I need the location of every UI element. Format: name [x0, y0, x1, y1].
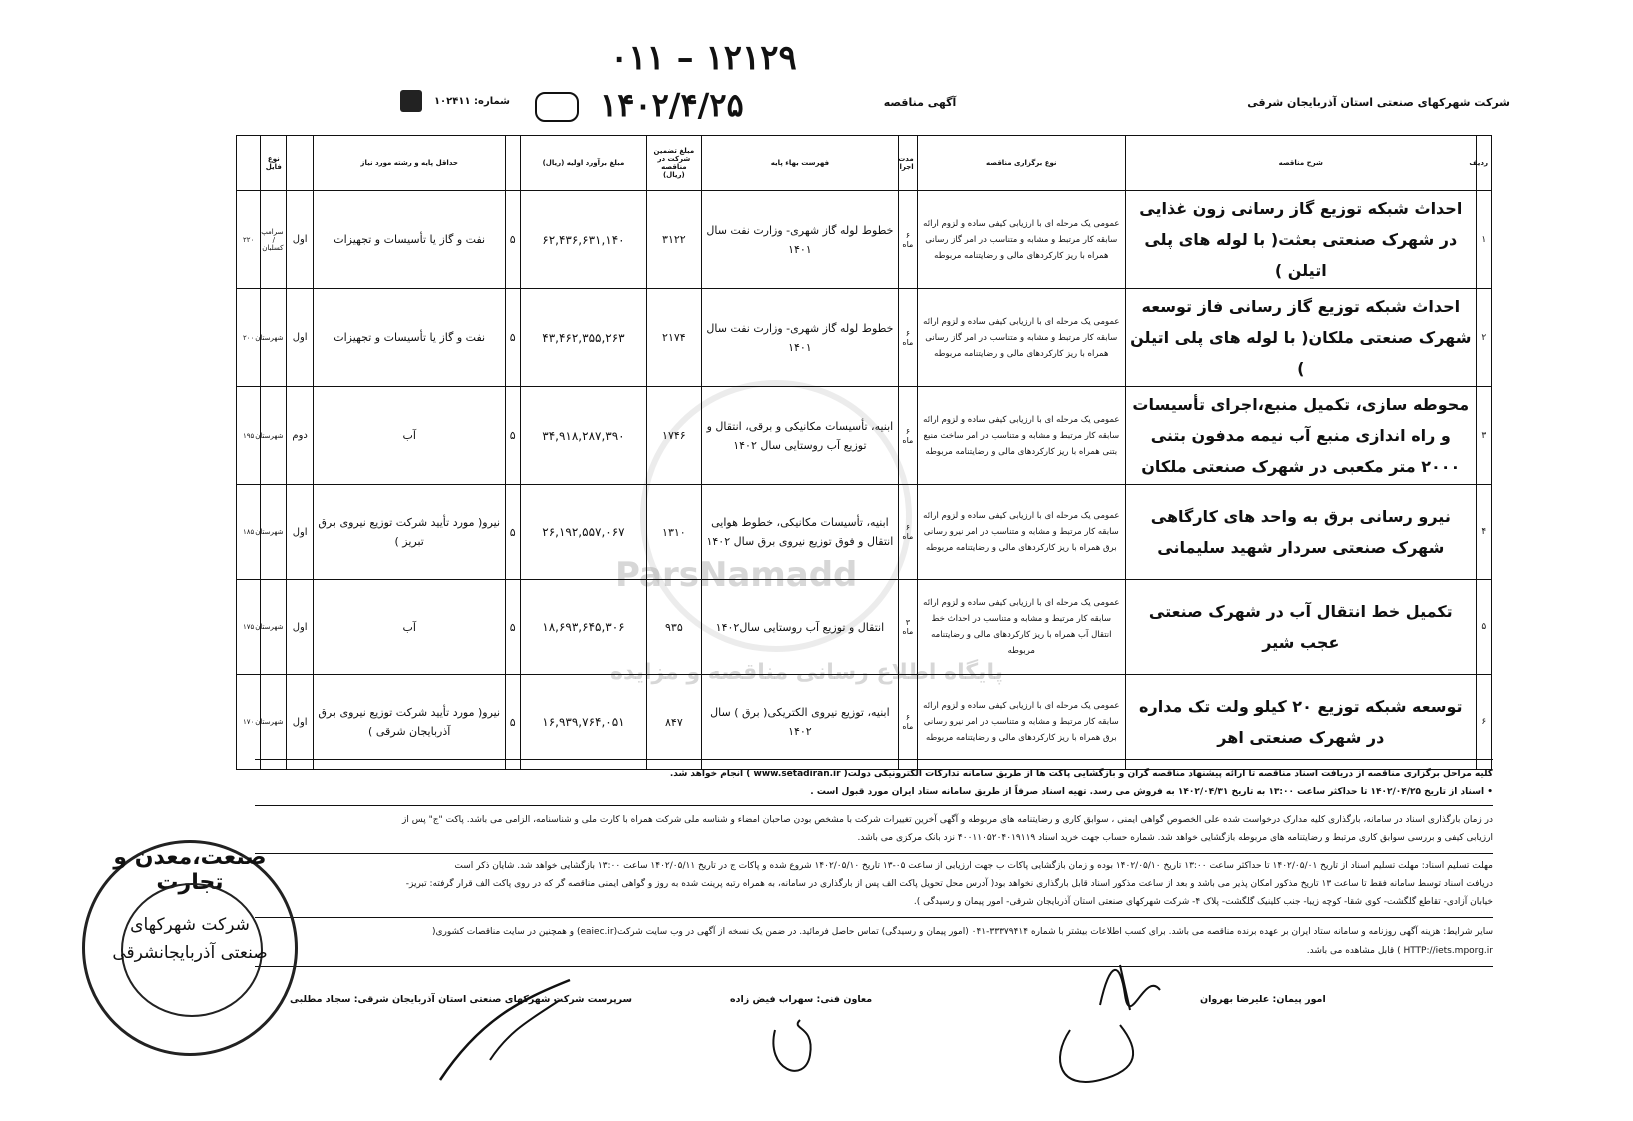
header-price-list: فهرست بهاء پایه — [701, 136, 898, 191]
row-code: ۱۷۴۶ — [646, 387, 701, 485]
row-price-list: انتقال و توزیع آب روستایی سال۱۴۰۲ — [701, 580, 898, 675]
row-distance: شهرستان — [261, 289, 287, 387]
signature-supervisor: سرپرست شرکت شهرکهای صنعتی استان آذربایجان شرقی: سجاد مطلبی — [290, 994, 632, 1005]
table-row — [237, 387, 1492, 485]
row-duration: ۳ ماه — [899, 580, 918, 675]
row-distance: شهرستان — [261, 675, 287, 770]
signature-contracts: امور پیمان: علیرضا بهروان — [1200, 994, 1326, 1005]
row-grade-min: ۵ — [505, 580, 520, 675]
company-name: شرکت شهرکهای صنعتی استان آذربایجان شرقی — [1247, 96, 1510, 109]
row-distance: شهرستان — [261, 387, 287, 485]
row-grade-min: ۵ — [505, 191, 520, 289]
row-number: ۳ — [1476, 387, 1491, 485]
row-field: نفت و گاز یا تأسیسات و تجهیزات — [313, 289, 505, 387]
row-code: ۱۳۱۰ — [646, 485, 701, 580]
row-price-list: خطوط لوله گاز شهری- وزارت نفت سال ۱۴۰۱ — [701, 289, 898, 387]
signature-scribble-icon — [1040, 1010, 1160, 1100]
row-duration: ۶ ماه — [899, 387, 918, 485]
handwritten-date: ۱۴۰۲/۴/۲۵ — [600, 86, 744, 124]
handwritten-ref-number: ۰۱۱ – ۱۲۱۲۹ — [610, 38, 797, 78]
row-price-list: ابنیه، توزیع نیروی الکتریکی( برق ) سال ۱۴۰۲ — [701, 675, 898, 770]
row-field: نیرو( مورد تأیید شرکت توزیع نیروی برق آذربایجان شرقی ) — [313, 675, 505, 770]
row-field: نفت و گاز یا تأسیسات و تجهیزات — [313, 191, 505, 289]
row-number: ۲ — [1476, 289, 1491, 387]
row-distance: شهرستان — [261, 485, 287, 580]
note-website: HTTP://iets.mporg.ir ) قابل مشاهده می باشد. — [1306, 946, 1493, 956]
row-grade-min: ۵ — [505, 387, 520, 485]
table-row — [237, 675, 1492, 770]
row-score: ۱۷۰ — [237, 675, 261, 770]
row-score: ۱۸۵ — [237, 485, 261, 580]
row-description: احداث شبکه توزیع گاز رسانی زون غذایی در شهرک صنعتی بعثت( با لوله های پلی اتیلن ) — [1125, 191, 1476, 289]
row-field: آب — [313, 580, 505, 675]
note-other-conditions: سایر شرایط: هزینه آگهی روزنامه و سامانه ستاد ایران بر عهده برنده مناقصه می باشد. برای کسب اطلاعات بیشتر با شماره ۳۳۳۷۹۴۱۴-۰۴۱ (امور پیمان و رسیدگی) تماس حاصل فرمائید. در ضمن یک نسخه از آگهی در وب سایت شرکت(eaiec.ir) و همچنین در سایت مناقصات کشوری( — [431, 927, 1493, 937]
watermark-brand: ParsNamadd — [615, 555, 858, 595]
announcement-title: آگهی مناقصه — [883, 96, 957, 109]
header-distance: نوع فایل — [261, 136, 287, 191]
row-duration: ۶ ماه — [899, 289, 918, 387]
row-number: ۱ — [1476, 191, 1491, 289]
row-rank: اول — [287, 191, 313, 289]
row-code: ۹۳۵ — [646, 580, 701, 675]
row-score: ۲۲۰ — [237, 191, 261, 289]
row-score: ۲۰۰ — [237, 289, 261, 387]
seal-title: صنعت،معدن و تجارت — [113, 845, 267, 895]
row-number: ۴ — [1476, 485, 1491, 580]
note-address: خیابان آزادی- تقاطع گلگشت- کوی شقا- کوچه زیبا- جنب کلینیک گلگشت- پلاک ۴- شرکت شهرکهای صنعتی استان آذربایجان شرقی- امور پیمان و رسیدگی ). — [913, 897, 1493, 907]
row-score: ۱۹۵ — [237, 387, 261, 485]
row-amount: ۲۶,۱۹۲,۵۵۷,۰۶۷ — [520, 485, 646, 580]
row-distance: شهرستان — [261, 580, 287, 675]
row-distance: سرامپ / کسلبان — [261, 191, 287, 289]
note-electronic: کلیه مراحل برگزاری مناقصه از دریافت اسناد مناقصه تا ارائه پیشنهاد مناقصه گران و بازگشایی پاکت ها از طریق سامانه تدارکات الکترونیکی دولت( www.setadiran.ir ) انجام خواهد شد. — [669, 769, 1493, 779]
row-conditions: عمومی یک مرحله ای با ارزیابی کیفی ساده و لزوم ارائه سابقه کار مرتبط و مشابه و متناسب در امر ساخت منبع بتنی همراه با ریز کارکردهای مالی و رضایتنامه مربوطه — [917, 387, 1125, 485]
document-number: شماره: ۱۰۲۴۱۱ — [433, 96, 510, 107]
signature-scribble-icon — [420, 960, 620, 1090]
received-stamp-icon — [535, 92, 579, 122]
logo-icon — [400, 90, 422, 112]
note-deadline: مهلت تسلیم اسناد: مهلت تسلیم اسناد از تاریخ ۱۴۰۲/۰۵/۰۱ تا حداکثر ساعت ۱۳:۰۰ تاریخ ۱۴۰۲/۰۵/۱۰ بوده و زمان بازگشایی پاکات ب جهت ارزیابی از ساعت ۰۵-۱۳ تاریخ ۱۴۰۲/۰۵/۱۰ شروع شده و پاکات ج در تاریخ ۱۴۰۲/۰۵/۱۱ ساعت ۱۳:۰۰ بازگشایی خواهد شد. شایان ذکر است — [454, 861, 1493, 871]
row-description: تکمیل خط انتقال آب در شهرک صنعتی عجب شیر — [1125, 580, 1476, 675]
row-duration: ۶ ماه — [899, 191, 918, 289]
tender-table — [236, 135, 1492, 770]
row-price-list: ابنیه، تأسیسات مکانیکی و برقی، انتقال و توزیع آب روستایی سال ۱۴۰۲ — [701, 387, 898, 485]
table-row — [237, 289, 1492, 387]
header-score — [237, 136, 261, 191]
row-score: ۱۷۵ — [237, 580, 261, 675]
divider — [255, 805, 1493, 806]
row-conditions: عمومی یک مرحله ای با ارزیابی کیفی ساده و لزوم ارائه سابقه کار مرتبط و مشابه و متناسب در امر گاز رسانی همراه با ریز کارکردهای مالی و رضایتنامه مربوطه — [917, 289, 1125, 387]
divider — [255, 853, 1493, 854]
table-row — [237, 580, 1492, 675]
note-submission: دریافت اسناد توسط سامانه فقط تا ساعت ۱۳ تاریخ مذکور امکان پذیر می باشد و بعد از ساعت مذکور اسناد قابل بارگذاری نخواهد بود( آدرس محل تحویل پاکت الف پس از بارگذاری در سامانه، به همراه رتبه پرینت شده به روز و گواهی ایمنی مناقصه گر که در روی پاکت الف قرار گرفته: تبریز- — [405, 879, 1493, 889]
note-sale-dates: • اسناد از تاریخ ۱۴۰۲/۰۴/۲۵ تا حداکثر ساعت ۱۳:۰۰ به تاریخ ۱۴۰۲/۰۴/۳۱ به فروش می رسد. تهیه اسناد صرفاً از طریق سامانه ستاد ایران مورد قبول است . — [810, 787, 1493, 797]
seal-line: شرکت شهرکهای — [130, 915, 250, 935]
header-rank — [287, 136, 313, 191]
row-rank: اول — [287, 289, 313, 387]
row-conditions: عمومی یک مرحله ای با ارزیابی کیفی ساده و لزوم ارائه سابقه کار مرتبط و مشابه و متناسب در امر گاز رسانی همراه با ریز کارکردهای مالی و رضایتنامه مربوطه — [917, 191, 1125, 289]
row-grade-min: ۵ — [505, 289, 520, 387]
row-code: ۳۱۲۲ — [646, 191, 701, 289]
seal-line: صنعتی آذربایجانشرقی — [112, 943, 268, 963]
header-grade-min — [505, 136, 520, 191]
row-duration: ۶ ماه — [899, 485, 918, 580]
header-duration: مدت اجرا — [899, 136, 918, 191]
note-evaluation: ارزیابی کیفی و بررسی سوابق کاری مرتبط و رضایتنامه های مربوطه بازگشایی خواهد شد. شماره حساب جهت خرید اسناد ۴۰۰۱۱۰۵۲۰۴۰۱۹۱۱۹ نزد بانک مرکزی می باشد. — [857, 833, 1493, 843]
row-field: آب — [313, 387, 505, 485]
table-header-row — [237, 136, 1492, 191]
row-conditions: عمومی یک مرحله ای با ارزیابی کیفی ساده و لزوم ارائه سابقه کار مرتبط و مشابه و متناسب در امر نیرو رسانی برق همراه با ریز کارکردهای مالی و رضایتنامه مربوطه — [917, 485, 1125, 580]
row-description: محوطه سازی، تکمیل منبع،اجرای تأسیسات و راه اندازی منبع آب نیمه مدفون بتنی ۲۰۰۰ متر مکعبی در شهرک صنعتی ملکان — [1125, 387, 1476, 485]
row-amount: ۱۶,۹۳۹,۷۶۴,۰۵۱ — [520, 675, 646, 770]
row-code: ۲۱۷۴ — [646, 289, 701, 387]
header-description: شرح مناقصه — [1125, 136, 1476, 191]
note-upload-docs: در زمان بارگذاری اسناد در سامانه، بارگذاری کلیه مدارک درخواست شده علی الخصوص گواهی ایمنی ، سوابق کاری و رضایتنامه های مربوطه و آگهی آخرین تغییرات شرکت با مشخص بودن صاحبان امضاء و شناسه ملی شرکت همراه با کارت ملی و شناسنامه، الزامی می باشد. پاکت "ج" پس از — [402, 815, 1493, 825]
divider — [255, 917, 1493, 918]
signature-technical: معاون فنی: سهراب فیض زاده — [730, 994, 873, 1005]
header-amount: مبلغ برآورد اولیه (ریال) — [520, 136, 646, 191]
seal-text — [105, 911, 275, 967]
header-field: حداقل پایه و رشته مورد نیاز — [313, 136, 505, 191]
row-price-list: ابنیه، تأسیسات مکانیکی، خطوط هوایی انتقال و فوق توزیع نیروی برق سال ۱۴۰۲ — [701, 485, 898, 580]
row-price-list: خطوط لوله گاز شهری- وزارت نفت سال ۱۴۰۱ — [701, 191, 898, 289]
header-row-no: ردیف — [1476, 136, 1491, 191]
signature-scribble-icon — [760, 1010, 830, 1090]
company-seal-icon — [82, 840, 298, 1056]
header-code: مبلغ تضمین شرکت در مناقصه (ریال) — [646, 136, 701, 191]
divider — [255, 759, 1493, 760]
table-row — [237, 485, 1492, 580]
row-grade-min: ۵ — [505, 485, 520, 580]
row-code: ۸۴۷ — [646, 675, 701, 770]
row-duration: ۶ ماه — [899, 675, 918, 770]
row-amount: ۴۳,۴۶۲,۳۵۵,۲۶۳ — [520, 289, 646, 387]
header-conditions: نوع برگزاری مناقصه — [917, 136, 1125, 191]
watermark-tagline: پایگاه اطلاع رسانی مناقصه و مزایده — [610, 660, 1003, 685]
row-rank: اول — [287, 485, 313, 580]
row-conditions: عمومی یک مرحله ای با ارزیابی کیفی ساده و لزوم ارائه سابقه کار مرتبط و مشابه و متناسب در امر نیرو رسانی برق همراه با ریز کارکردهای مالی و رضایتنامه مربوطه — [917, 675, 1125, 770]
row-description: نیرو رسانی برق به واحد های کارگاهی شهرک صنعتی سردار شهید سلیمانی — [1125, 485, 1476, 580]
row-grade-min: ۵ — [505, 675, 520, 770]
row-description: احداث شبکه توزیع گاز رسانی فاز توسعه شهرک صنعتی ملکان( با لوله های پلی اتیلن ) — [1125, 289, 1476, 387]
row-conditions: عمومی یک مرحله ای با ارزیابی کیفی ساده و لزوم ارائه سابقه کار مرتبط و مشابه و متناسب در احداث خط انتقال آب همراه با ریز کارکردهای مالی و رضایتنامه مربوطه — [917, 580, 1125, 675]
row-number: ۵ — [1476, 580, 1491, 675]
row-amount: ۱۸,۶۹۳,۶۴۵,۳۰۶ — [520, 580, 646, 675]
row-amount: ۶۲,۴۳۶,۶۳۱,۱۴۰ — [520, 191, 646, 289]
row-description: توسعه شبکه توزیع ۲۰ کیلو ولت تک مداره در شهرک صنعتی اهر — [1125, 675, 1476, 770]
table-row — [237, 191, 1492, 289]
row-rank: اول — [287, 580, 313, 675]
row-field: نیرو( مورد تأیید شرکت توزیع نیروی برق تبریز ) — [313, 485, 505, 580]
row-number: ۶ — [1476, 675, 1491, 770]
row-amount: ۳۴,۹۱۸,۲۸۷,۳۹۰ — [520, 387, 646, 485]
row-rank: اول — [287, 675, 313, 770]
row-rank: دوم — [287, 387, 313, 485]
